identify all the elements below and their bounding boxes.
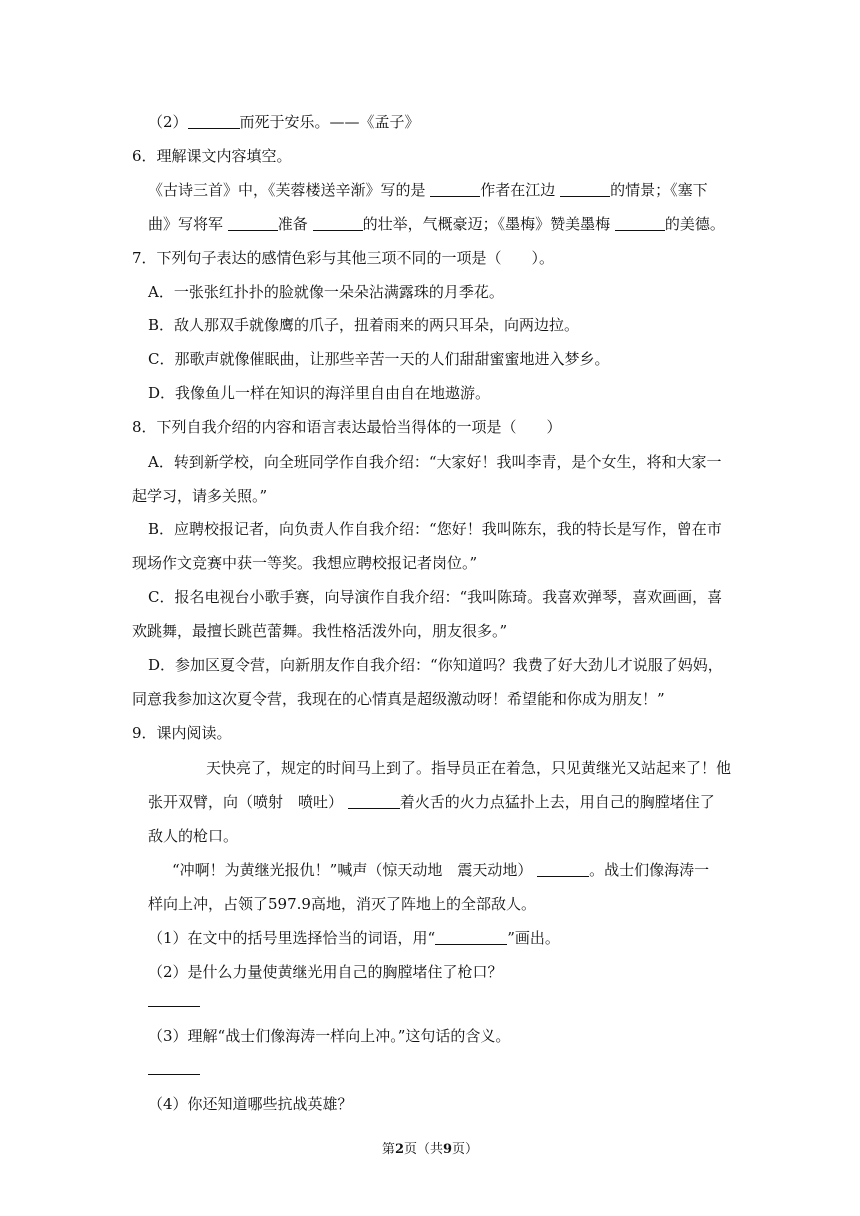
text: 着火舌的火力点猛扑上去，用自己的胸膛堵住了 xyxy=(399,793,715,811)
text: “冲啊！为黄继光报仇！”喊声（惊天动地 震天动地） xyxy=(172,861,538,879)
passage-line-5: 样向上冲，占领了597.9高地，消灭了阵地上的全部敌人。 xyxy=(148,895,536,913)
text: 曲》写将军 xyxy=(148,215,228,233)
text: 作者在江边 xyxy=(480,181,561,199)
question-8-title: 8．下列自我介绍的内容和语言表达最恰当得体的一项是（ ） xyxy=(132,418,562,436)
answer-blank[interactable] xyxy=(430,182,480,197)
text: （1）在文中的括号里选择恰当的词语，用“ xyxy=(148,929,436,947)
answer-blank[interactable] xyxy=(188,114,240,129)
q5-item-2 xyxy=(148,112,420,132)
passage-line-1: 天快亮了，规定的时间马上到了。指导员正在着急，只见黄继光又站起来了！他 xyxy=(206,759,732,777)
question-6-title: 6．理解课文内容填空。 xyxy=(132,147,292,165)
question-7-title: 7．下列句子表达的感情色彩与其他三项不同的一项是（ ）。 xyxy=(132,249,555,267)
text: （2） xyxy=(148,113,188,131)
q8-option-d[interactable]: D．参加区夏令营，向新朋友作自我介绍：“你知道吗？我费了好大劲儿才说服了妈妈， xyxy=(148,656,723,674)
page-footer xyxy=(0,1138,860,1157)
answer-blank[interactable] xyxy=(313,216,363,231)
text: 张开双臂，向（喷射 喷吐） xyxy=(148,793,348,811)
answer-blank[interactable] xyxy=(537,862,589,877)
question-9-title: 9．课内阅读。 xyxy=(132,724,232,742)
text: ”画出。 xyxy=(507,929,560,947)
q8-option-d-cont: 同意我参加这次夏令营，我现在的心情真是超级激动呀！希望能和你成为朋友！” xyxy=(132,690,665,708)
text: 而死于安乐。——《孟子》 xyxy=(239,113,420,131)
q7-option-c[interactable]: C．那歌声就像催眠曲，让那些辛苦一天的人们甜甜蜜蜜地进入梦乡。 xyxy=(148,350,610,368)
answer-blank[interactable] xyxy=(560,182,610,197)
footer-text: 页） xyxy=(452,1142,479,1157)
total-pages: 9 xyxy=(443,1142,453,1157)
q6-line-2 xyxy=(148,214,725,234)
footer-text: 页（共 xyxy=(403,1142,443,1157)
text: 的美德。 xyxy=(664,215,725,233)
footer-text: 第 xyxy=(381,1142,395,1157)
text: 的壮举，气概豪迈；《墨梅》赞美墨梅 xyxy=(362,215,615,233)
q8-option-a[interactable]: A．转到新学校，向全班同学作自我介绍：“大家好！我叫李青，是个女生，将和大家一 xyxy=(148,453,722,471)
q8-option-c[interactable]: C．报名电视台小歌手赛，向导演作自我介绍：“我叫陈琦。我喜欢弹琴，喜欢画画，喜 xyxy=(148,588,723,606)
text: 。战士们像海涛一 xyxy=(589,861,710,879)
q8-option-c-cont: 欢跳舞，最擅长跳芭蕾舞。我性格活泼外向，朋友很多。” xyxy=(132,622,508,640)
answer-blank[interactable] xyxy=(615,216,665,231)
answer-blank[interactable] xyxy=(228,216,278,231)
q9-sub-2-answer[interactable] xyxy=(148,990,200,1010)
passage-line-2 xyxy=(148,792,715,812)
q8-option-b[interactable]: B．应聘校报记者，向负责人作自我介绍：“您好！我叫陈东，我的特长是写作，曾在市 xyxy=(148,520,722,538)
q9-sub-2: （2）是什么力量使黄继光用自己的胸膛堵住了枪口？ xyxy=(148,963,503,981)
q9-sub-1 xyxy=(148,928,560,948)
underline-sample xyxy=(435,930,507,945)
answer-blank[interactable] xyxy=(148,1060,200,1075)
page-number: 2 xyxy=(394,1142,404,1157)
passage-line-4 xyxy=(172,860,709,880)
text: 《古诗三首》中，《芙蓉楼送辛渐》写的是 xyxy=(148,181,431,199)
passage-line-3: 敌人的枪口。 xyxy=(148,827,239,845)
text: 准备 xyxy=(277,215,313,233)
q9-sub-4: （4）你还知道哪些抗战英雄？ xyxy=(148,1095,353,1113)
q9-sub-3: （3）理解“战士们像海涛一样向上冲。”这句话的含义。 xyxy=(148,1027,511,1045)
q8-option-a-cont: 起学习，请多关照。” xyxy=(132,487,268,505)
q6-line-1 xyxy=(148,180,708,200)
text: 的情景；《塞下 xyxy=(610,181,708,199)
answer-blank[interactable] xyxy=(148,992,200,1007)
q7-option-a[interactable]: A．一张张红扑扑的脸就像一朵朵沾满露珠的月季花。 xyxy=(148,283,504,301)
q7-option-d[interactable]: D．我像鱼儿一样在知识的海洋里自由自在地遨游。 xyxy=(148,384,491,402)
q7-option-b[interactable]: B．敌人那双手就像鹰的爪子，扭着雨来的两只耳朵，向两边拉。 xyxy=(148,316,580,334)
answer-blank[interactable] xyxy=(348,794,400,809)
q8-option-b-cont: 现场作文竞赛中获一等奖。我想应聘校报记者岗位。” xyxy=(132,554,478,572)
q9-sub-3-answer[interactable] xyxy=(148,1058,200,1078)
